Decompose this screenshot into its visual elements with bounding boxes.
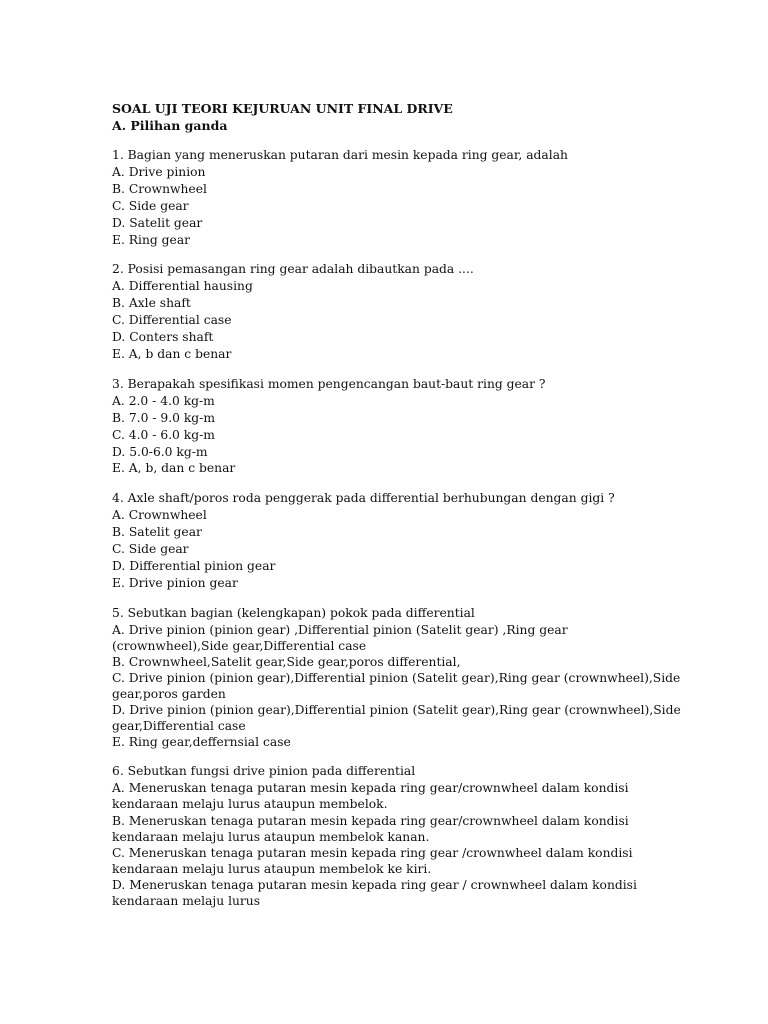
option-b: B. 7.0 - 9.0 kg-m — [112, 410, 215, 425]
option-b: B. Crownwheel — [112, 181, 207, 196]
option-d: D. Meneruskan tenaga putaran mesin kepada ring gear / crownwheel dalam kondisi kendaraan melaju lurus — [112, 877, 637, 908]
option-b: B. Axle shaft — [112, 296, 191, 311]
option-a: A. Crownwheel — [112, 508, 207, 523]
option-c: C. Side gear — [112, 542, 189, 557]
option-b: B. Satelit gear — [112, 525, 202, 540]
option-a: A. Drive pinion (pinion gear) ,Differential pinion (Satelit gear) ,Ring gear (crownwheel),Side gear,Differential case — [112, 622, 568, 653]
option-b: B. Meneruskan tenaga putaran mesin kepada ring gear/crownwheel dalam kondisi kendaraan melaju lurus ataupun membelok kanan. — [112, 813, 629, 844]
question-6 — [112, 763, 682, 909]
option-c: C. 4.0 - 6.0 kg-m — [112, 427, 215, 442]
option-a: A. Drive pinion — [112, 164, 206, 179]
option-c: C. Drive pinion (pinion gear),Differential pinion (Satelit gear),Ring gear (crownwheel),Side gear,poros garden — [112, 670, 681, 702]
question-text: 2. Posisi pemasangan ring gear adalah dibautkan pada .... — [112, 262, 474, 277]
option-d: D. Differential pinion gear — [112, 558, 276, 573]
question-text: 5. Sebutkan bagian (kelengkapan) pokok pada differential — [112, 605, 475, 620]
option-d: D. Drive pinion (pinion gear),Differential pinion (Satelit gear),Ring gear (crownwheel),Side gear,Differential case — [112, 703, 681, 734]
option-d: D. 5.0-6.0 kg-m — [112, 444, 208, 459]
question-text: 3. Berapakah spesifikasi momen pengencangan baut-baut ring gear ? — [112, 376, 546, 391]
option-e: E. A, b dan c benar — [112, 346, 232, 361]
question-text: 1. Bagian yang meneruskan putaran dari mesin kepada ring gear, adalah — [112, 148, 568, 162]
option-e: E. Ring gear — [112, 232, 191, 247]
option-a: A. Differential hausing — [112, 279, 253, 294]
question-text: 6. Sebutkan fungsi drive pinion pada differential — [112, 764, 416, 779]
question-4 — [112, 490, 682, 591]
option-e: E. A, b, dan c benar — [112, 461, 236, 476]
option-c: C. Differential case — [112, 313, 232, 328]
option-e: E. Ring gear,deffernsial case — [112, 735, 291, 750]
option-e: E. Drive pinion gear — [112, 575, 238, 590]
question-5 — [112, 605, 682, 751]
option-d: D. Satelit gear — [112, 215, 203, 230]
option-c: C. Meneruskan tenaga putaran mesin kepada ring gear /crownwheel dalam kondisi kendaraan melaju lurus ataupun membelok ke kiri. — [112, 845, 633, 876]
option-a: A. 2.0 - 4.0 kg-m — [112, 393, 215, 408]
option-b: B. Crownwheel,Satelit gear,Side gear,poros differential, — [112, 654, 461, 669]
question-1 — [112, 147, 682, 248]
question-2 — [112, 261, 682, 362]
question-text: 4. Axle shaft/poros roda penggerak pada differential berhubungan dengan gigi ? — [112, 491, 615, 506]
option-c: C. Side gear — [112, 198, 189, 213]
option-a: A. Meneruskan tenaga putaran mesin kepada ring gear/crownwheel dalam kondisi kendaraan melaju lurus ataupun membelok. — [112, 781, 629, 812]
section-heading: A. Pilihan ganda — [112, 118, 228, 133]
question-3 — [112, 376, 682, 477]
option-d: D. Conters shaft — [112, 330, 214, 345]
document-page — [112, 100, 682, 922]
document-title: SOAL UJI TEORI KEJURUAN UNIT FINAL DRIVE — [112, 101, 453, 116]
